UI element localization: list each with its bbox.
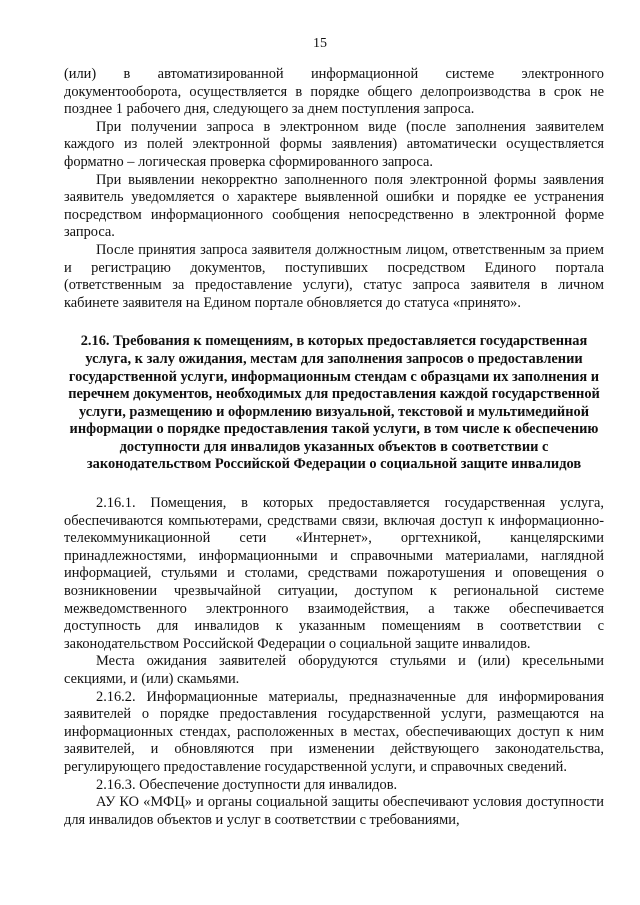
- paragraph-accessibility: АУ КО «МФЦ» и органы социальной защиты обеспечивают условия доступности для инвалидов объектов и услуг в соответствии с требованиями,: [64, 794, 604, 828]
- paragraph-2-16-3: 2.16.3. Обеспечение доступности для инвалидов.: [96, 776, 398, 793]
- paragraph-2-16-2: 2.16.2. Информационные материалы, предназначенные для информирования заявителей о порядке предоставления государственной услуги, размещаются на информационных стендах, расположенных в местах, обеспечивающих доступ к ним заявителей, и обновляются при изменении действующего законодательства, регулирующего предоставление государственной услуги, и справочных сведений.: [64, 688, 604, 775]
- paragraph-request-status: После принятия запроса заявителя должностным лицом, ответственным за прием и регистрацию документов, поступивших посредством Единого портала (ответственным за предоставление услуги), статус запроса заявителя в личном кабинете заявителя на Едином портале обновляется до статуса «принято».: [64, 241, 604, 311]
- paragraph-electronic-request: При получении запроса в электронном виде (после заполнения заявителем каждого из полей электронной формы заявления) автоматически осуществляется форматно – логическая проверка сформированного запроса.: [64, 118, 604, 170]
- paragraph-continuation: (или) в автоматизированной информационной системе электронного документооборота, осуществляется в порядке общего делопроизводства в срок не позднее 1 рабочего дня, следующего за днем поступления запроса.: [64, 66, 604, 118]
- page-body: [64, 66, 604, 829]
- paragraph-2-16-1: 2.16.1. Помещения, в которых предоставляется государственная услуга, обеспечиваются компьютерами, средствами связи, включая доступ к информационно-телекоммуникационной сети «Интернет», оргтехникой, канцелярскими принадлежностями, информационными и справочными материалами, наглядной информацией, стульями и столами, средствами пожаротушения и оповещения о возникновении чрезвычайной ситуации, доступом к региональной системе межведомственного электронного взаимодействия, а также обеспечивается доступность для инвалидов к указанным помещениям в соответствии с законодательством Российской Федерации о социальной защите инвалидов.: [64, 495, 604, 652]
- paragraph-waiting-places: Места ожидания заявителей оборудуются стульями и (или) кресельными секциями, и (или) скамьями.: [64, 653, 604, 687]
- section-heading: 2.16. Требования к помещениям, в которых предоставляется государственная услуга, к залу ожидания, местам для заполнения запросов о предоставлении государственной услуги, информационным стендам с образцами их заполнения и перечнем документов, необходимых для предоставления каждой государственной услуги, размещению и оформлению визуальной, текстовой и мультимедийной информации о порядке предоставления такой услуги, в том числе к обеспечению доступности для инвалидов указанных объектов в соответствии с законодательством Российской Федерации о социальной защите инвалидов: [68, 333, 600, 473]
- page-number: 15: [313, 36, 327, 51]
- paragraph-form-error: При выявлении некорректно заполненного поля электронной формы заявления заявитель уведомляется о характере выявленной ошибки и порядке ее устранения посредством информационного сообщения непосредственно в электронной форме запроса.: [64, 171, 604, 241]
